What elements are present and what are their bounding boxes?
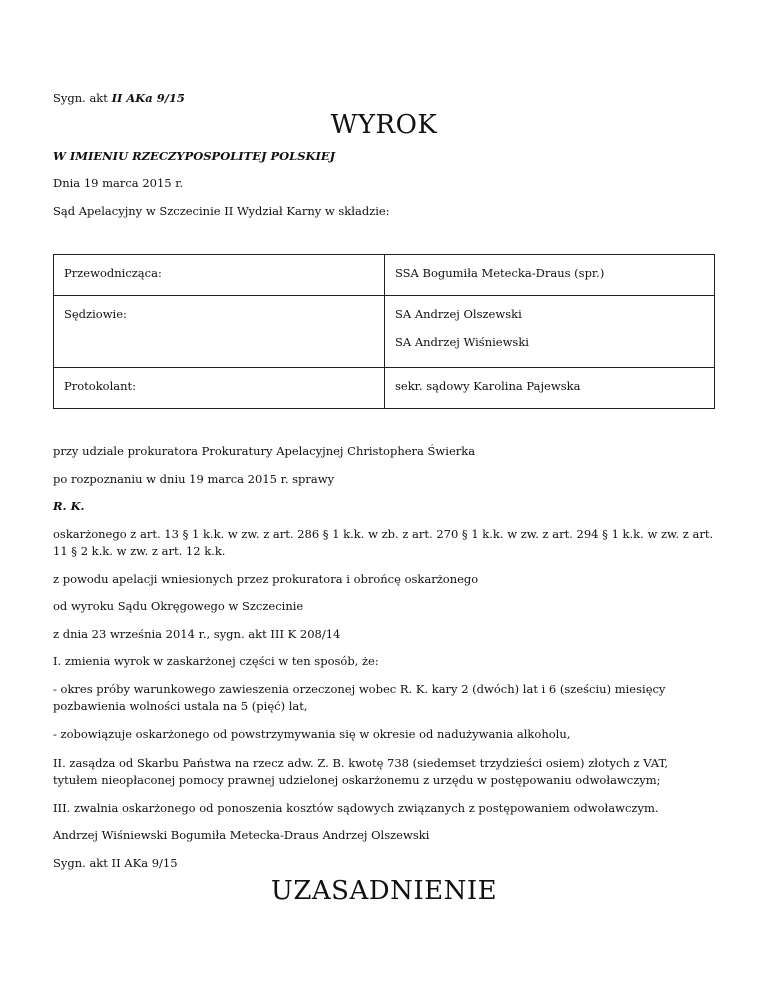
- table-cell-value: SA Andrzej Olszewski SA Andrzej Wiśniewski: [385, 296, 715, 368]
- ruling-point-1: I. zmienia wyrok w zaskarżonej części w ten sposób, że:: [53, 654, 379, 668]
- signatures-line: Andrzej Wiśniewski Bogumiła Metecka-Draus Andrzej Olszewski: [53, 828, 430, 842]
- ruling-point-1a: - okres próby warunkowego zawieszenia orzeczonej wobec R. K. kary 2 (dwóch) lat i 6 (sześciu) miesięcy pozbawienia wolności ustala na 5 (pięć) lat,: [53, 682, 666, 713]
- ruling-point-2: II. zasądza od Skarbu Państwa na rzecz adw. Z. B. kwotę 738 (siedemset trzydzieści osiem) złotych z VAT, tytułem nieopłaconej pomocy prawnej udzielonej oskarżonemu z urzędu w postępowaniu odwoławczym;: [53, 756, 669, 787]
- table-row: [54, 368, 715, 409]
- case-considered-line: po rozpoznaniu w dniu 19 marca 2015 r. sprawy: [53, 472, 335, 486]
- ruling-point-1b: - zobowiązuje oskarżonego od powstrzymywania się w okresie od nadużywania alkoholu,: [53, 727, 571, 741]
- case-reference-number: II AKa 9/15: [111, 91, 185, 105]
- table-cell-value: SSA Bogumiła Metecka-Draus (spr.): [385, 255, 715, 296]
- judgment-subtitle: W IMIENIU RZECZYPOSPOLITEJ POLSKIEJ: [53, 149, 336, 163]
- lower-court-line: od wyroku Sądu Okręgowego w Szczecinie: [53, 599, 304, 613]
- appeal-line: z powodu apelacji wniesionych przez prokuratora i obrońcę oskarżonego: [53, 572, 479, 586]
- lower-judgment-date-line: z dnia 23 września 2014 r., sygn. akt III K 208/14: [53, 627, 341, 641]
- judgment-title: WYROK: [330, 110, 438, 140]
- charges-paragraph: oskarżonego z art. 13 § 1 k.k. w zw. z art. 286 § 1 k.k. w zb. z art. 270 § 1 k.k. w zw. z art. 294 § 1 k.k. w zw. z art. 11 § 2 k.k. w zw. z art. 12 k.k.: [53, 527, 714, 558]
- defendant-name: R. K.: [53, 499, 85, 513]
- ruling-point-3: III. zwalnia oskarżonego od ponoszenia kosztów sądowych związanych z postępowaniem odwoławczym.: [53, 801, 659, 815]
- judgment-date: Dnia 19 marca 2015 r.: [53, 176, 184, 190]
- table-row: [54, 296, 715, 368]
- table-cell-label: Sędziowie:: [54, 296, 385, 368]
- case-reference: [53, 91, 185, 106]
- court-composition-intro: Sąd Apelacyjny w Szczecinie II Wydział Karny w składzie:: [53, 204, 390, 218]
- prosecutor-line: przy udziale prokuratora Prokuratury Apelacyjnej Christophera Świerka: [53, 444, 476, 458]
- table-row: [54, 255, 715, 296]
- justification-title: UZASADNIENIE: [270, 876, 498, 906]
- table-cell-label: Protokolant:: [54, 368, 385, 409]
- footer-case-reference: Sygn. akt II AKa 9/15: [53, 856, 178, 870]
- table-cell-value: sekr. sądowy Karolina Pajewska: [385, 368, 715, 409]
- table-cell-label: Przewodnicząca:: [54, 255, 385, 296]
- court-composition-table: [53, 254, 715, 409]
- case-reference-prefix: Sygn. akt: [53, 91, 112, 105]
